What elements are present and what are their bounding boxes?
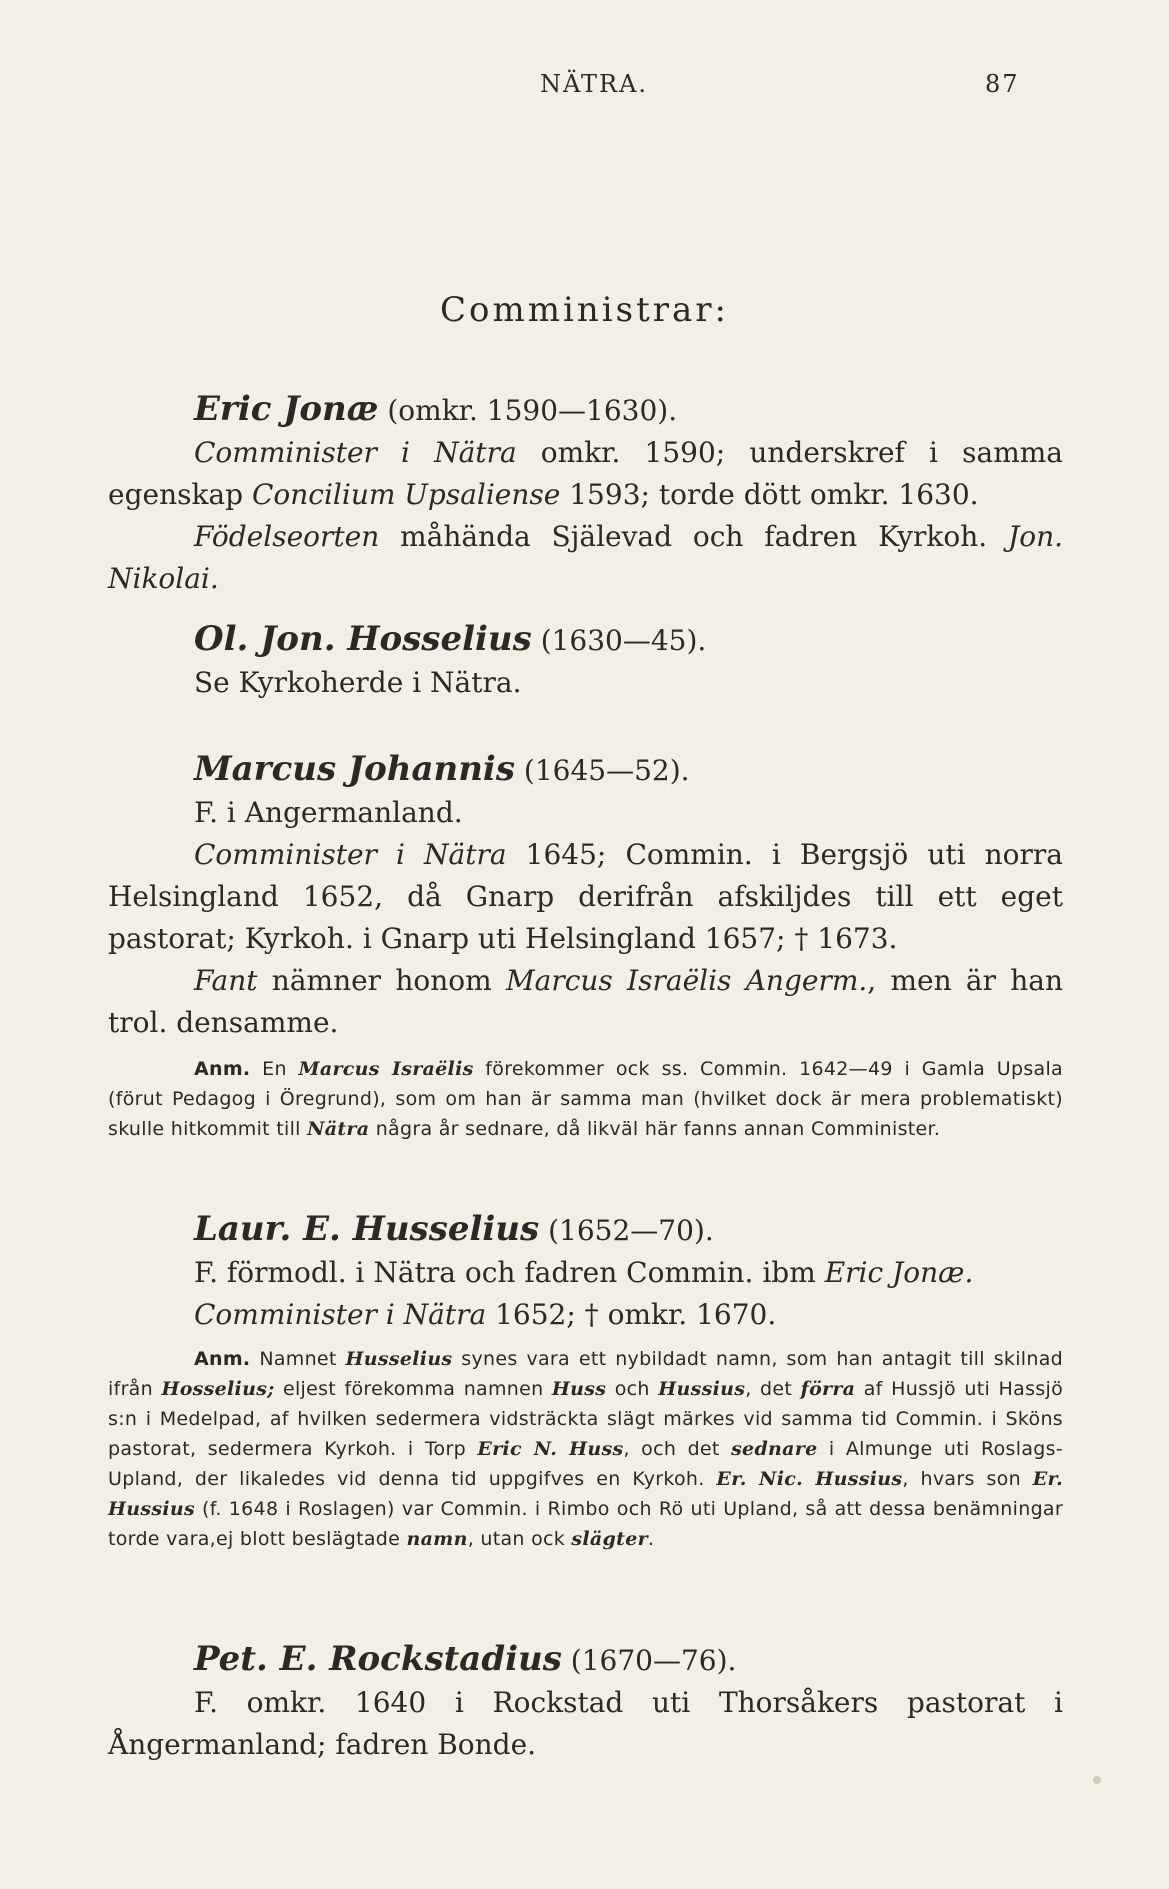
page-number: 87 [985,70,1020,98]
entry-name: Laur. E. Husselius [194,1209,540,1249]
entry-heading [108,1208,1063,1252]
entry-paragraph: Comminister i Nätra 1645; Commin. i Bergsjö uti norra Helsingland 1652, då Gnarp derifrån afskiljdes till ett eget pastorat; Kyrkoh. i Gnarp uti Helsingland 1657; † 1673. [108,838,1064,955]
entry-paragraph: F. förmodl. i Nätra och fadren Commin. ibm Eric Jonæ. [194,1256,974,1289]
entry-eric-jonae [108,388,1063,600]
page-header [0,70,1169,110]
entry-paragraph: Comminister i Nätra 1652; † omkr. 1670. [194,1298,777,1331]
annotation-note: Anm. En Marcus Israëlis förekommer ock ss. Commin. 1642—49 i Gamla Upsala (förut Pedagog i Öregrund), som om han är samma man (hvilket dock är mera problematiskt) skulle hitkommit till Nätra några år sednare, då likväl här fanns annan Comminister. [108,1058,1063,1140]
entry-heading [108,388,1063,432]
entry-dates: (1670—76). [570,1644,737,1677]
entry-paragraph: Fant nämner honom Marcus Israëlis Angerm., men är han trol. densamme. [108,964,1063,1039]
entry-rockstadius [108,1638,1063,1766]
entry-dates: (omkr. 1590—1630). [387,394,678,427]
section-title: Comministrar: [440,290,729,330]
paper-speck [1093,1776,1101,1784]
entry-paragraph: F. i Angermanland. [194,796,463,829]
annotation-note: Anm. Namnet Husselius synes vara ett nybildadt namn, som han antagit till skilnad ifrån Hosselius; eljest förekomma namnen Huss och Hussius, det förra af Hussjö uti Hassjö s:n i Medelpad, af hvilken sedermera vidsträckta slägt märkes vid samma tid Commin. i Sköns pastorat, sedermera Kyrkoh. i Torp Eric N. Huss, och det sednare i Almunge uti Roslags-Upland, der likaledes vid denna tid uppgifves en Kyrkoh. Er. Nic. Hussius, hvars son Er. Hussius (f. 1648 i Roslagen) var Commin. i Rimbo och Rö uti Upland, så att dessa benämningar torde vara,ej blott beslägtade namn, utan ock slägter. [108,1348,1063,1550]
entry-dates: (1630—45). [540,624,707,657]
entry-dates: (1645—52). [523,754,690,787]
running-title: NÄTRA. [540,70,649,98]
entry-dates: (1652—70). [548,1214,714,1247]
entry-paragraph: Comminister i Nätra omkr. 1590; underskref i samma egenskap Concilium Upsaliense 1593; torde dött omkr. 1630. [108,436,1063,511]
entry-hosselius [108,618,1063,704]
entry-husselius [108,1208,1063,1554]
entry-name: Eric Jonæ [194,389,379,429]
entry-paragraph: Födelseorten måhända Själevad och fadren Kyrkoh. Jon. Nikolai. [108,520,1063,595]
entry-paragraph: F. omkr. 1640 i Rockstad uti Thorsåkers pastorat i Ångermanland; fadren Bonde. [108,1686,1063,1761]
entry-name: Marcus Johannis [194,749,515,789]
entry-marcus-johannis [108,748,1063,1144]
entry-name: Pet. E. Rockstadius [194,1639,562,1679]
entry-name: Ol. Jon. Hosselius [194,619,532,659]
entry-heading [108,748,1063,792]
entry-heading [108,618,1063,662]
entry-heading [108,1638,1063,1682]
entry-paragraph: Se Kyrkoherde i Nätra. [194,666,522,699]
